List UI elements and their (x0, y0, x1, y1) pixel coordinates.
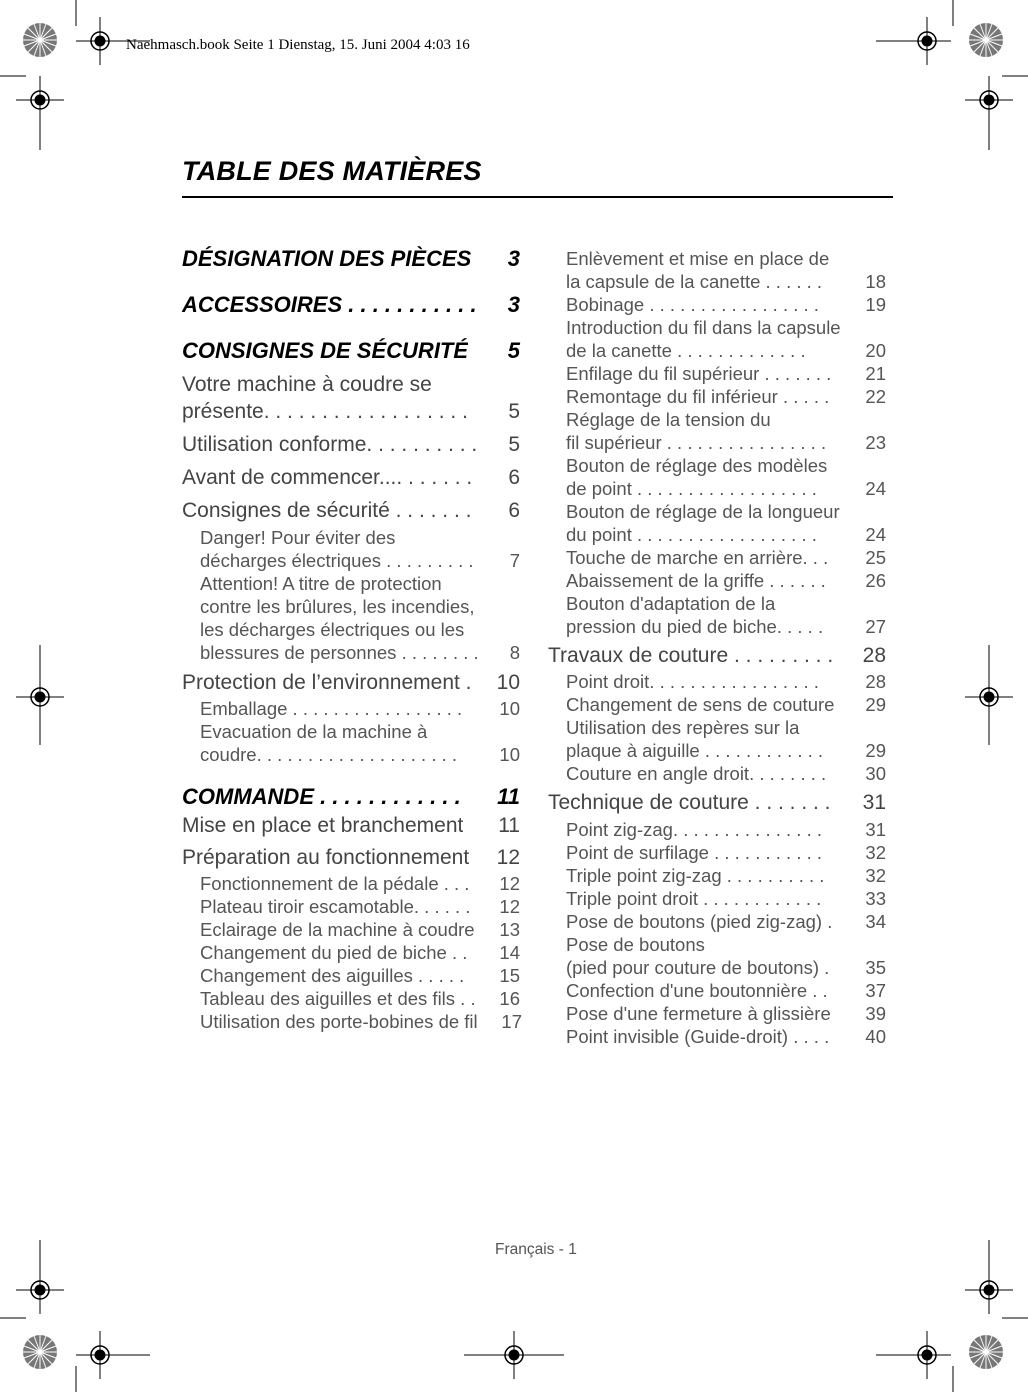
entry-title-line: contre les brûlures, les incendies, (200, 596, 475, 617)
toc-entry[interactable] (566, 1003, 886, 1025)
entry-title: Point droit. . . . . . . . . . . . . . . . . (566, 671, 819, 692)
entry-page: 37 (865, 980, 886, 1001)
registration-mark (965, 673, 1013, 721)
toc-entry[interactable] (566, 957, 886, 979)
entry-title: pression du pied de biche. . . . . (566, 616, 824, 637)
entry-title: fil supérieur . . . . . . . . . . . . . . . . (566, 432, 827, 453)
entry-page: 12 (499, 873, 520, 894)
entry-page: 10 (496, 671, 520, 694)
entry-page: 27 (865, 616, 886, 637)
entry-title-line: Introduction du fil dans la capsule (566, 317, 841, 338)
entry-title-line: Bouton d'adaptation de la (566, 593, 776, 614)
page-footer: Français - 1 (495, 1241, 577, 1258)
entry-page: 12 (496, 846, 520, 869)
entry-page: 5 (507, 338, 520, 363)
toc-entry[interactable] (566, 694, 886, 716)
entry-page: 10 (499, 744, 520, 765)
toc-entry[interactable] (182, 671, 520, 695)
entry-title: Fonctionnement de la pédale . . . (200, 873, 470, 894)
entry-title: ACCESSOIRES . . . . . . . . . . . (182, 292, 477, 317)
toc-entry[interactable] (200, 873, 520, 895)
toc-entry[interactable] (182, 433, 520, 457)
entry-page: 22 (865, 386, 886, 407)
toc-entry[interactable] (566, 1026, 886, 1048)
entry-page: 13 (499, 919, 520, 940)
toc-entry[interactable] (566, 671, 886, 693)
entry-title-line: Enlèvement et mise en place de (566, 248, 830, 269)
entry-page: 35 (865, 957, 886, 978)
entry-title-line: Réglage de la tension du (566, 409, 771, 430)
entry-page: 16 (499, 988, 520, 1009)
toc-entry[interactable] (566, 980, 886, 1002)
registration-mark (16, 673, 64, 721)
entry-title: Mise en place et branchement (182, 814, 464, 837)
toc-entry[interactable] (566, 340, 886, 362)
entry-title: Avant de commencer.... . . . . . . (182, 466, 473, 489)
toc-entry[interactable] (548, 644, 886, 668)
entry-page: 33 (865, 888, 886, 909)
entry-title: décharges électriques . . . . . . . . . (200, 550, 474, 571)
entry-title-line: Danger! Pour éviter des (200, 527, 396, 548)
toc-entry[interactable] (200, 744, 520, 766)
entry-title: Changement du pied de biche . . (200, 942, 468, 963)
entry-title: de point . . . . . . . . . . . . . . . . . . (566, 478, 817, 499)
toc-entry[interactable] (566, 363, 886, 385)
toc-entry[interactable] (200, 919, 520, 941)
toc-entry[interactable] (200, 698, 520, 720)
entry-page: 17 (501, 1011, 522, 1032)
toc-entry[interactable] (566, 386, 886, 408)
toc-entry[interactable] (200, 965, 520, 987)
star-target-mark (23, 1335, 57, 1369)
toc-entry[interactable] (566, 842, 886, 864)
entry-title: coudre. . . . . . . . . . . . . . . . . . . . (200, 744, 458, 765)
entry-title: Point de surfilage . . . . . . . . . . . (566, 842, 823, 863)
file-info-header: Naehmasch.book Seite 1 Dienstag, 15. Juni 2004 4:03 16 (126, 37, 470, 53)
toc-entry[interactable] (182, 338, 520, 364)
entry-title: CONSIGNES DE SÉCURITÉ (182, 338, 469, 363)
entry-title: Protection de l’environnement . (182, 671, 472, 694)
registration-mark (76, 17, 124, 65)
registration-mark (16, 76, 64, 124)
entry-page: 19 (865, 294, 886, 315)
entry-title: Plateau tiroir escamotable. . . . . . (200, 896, 471, 917)
entry-page: 8 (509, 642, 520, 663)
star-target-mark (969, 1335, 1003, 1369)
entry-title-line: Votre machine à coudre se (182, 373, 432, 396)
toc-entry[interactable] (566, 740, 886, 762)
entry-title: Touche de marche en arrière. . . (566, 547, 829, 568)
entry-page: 21 (865, 363, 886, 384)
entry-page: 40 (865, 1026, 886, 1047)
entry-title: Pose de boutons (pied zig-zag) . (566, 911, 833, 932)
entry-page: 3 (507, 246, 520, 271)
title-rule (182, 196, 893, 198)
entry-title: Remontage du fil inférieur . . . . . (566, 386, 830, 407)
entry-title: Tableau des aiguilles et des fils . . (200, 988, 476, 1009)
entry-page: 30 (865, 763, 886, 784)
toc-entry[interactable] (566, 294, 886, 316)
entry-title: Changement de sens de couture (566, 694, 835, 715)
toc-entry[interactable] (566, 547, 886, 569)
entry-title: Technique de couture . . . . . . . (548, 791, 831, 814)
toc-entry[interactable] (182, 466, 520, 490)
toc-entry[interactable] (566, 271, 886, 293)
entry-page: 28 (862, 644, 886, 667)
entry-title: Utilisation conforme. . . . . . . . . . (182, 433, 478, 456)
registration-mark (965, 1266, 1013, 1314)
entry-page: 11 (497, 784, 520, 809)
entry-title: Consignes de sécurité . . . . . . . (182, 499, 472, 522)
toc-entry[interactable] (566, 570, 886, 592)
entry-title: Préparation au fonctionnement (182, 846, 470, 869)
entry-title-line: Attention! A titre de protection (200, 573, 442, 594)
toc-entry[interactable] (566, 865, 886, 887)
entry-title: Triple point droit . . . . . . . . . . . . (566, 888, 822, 909)
registration-mark (903, 1331, 951, 1379)
registration-mark (16, 1266, 64, 1314)
entry-title-line: les décharges électriques ou les (200, 619, 465, 640)
registration-mark (76, 1331, 124, 1379)
entry-page: 39 (865, 1003, 886, 1024)
toc-entry[interactable] (182, 499, 520, 523)
entry-page: 10 (499, 698, 520, 719)
entry-page: 28 (865, 671, 886, 692)
toc-entry[interactable] (566, 432, 886, 454)
entry-title: Couture en angle droit. . . . . . . . (566, 763, 827, 784)
entry-page: 23 (865, 432, 886, 453)
entry-title: Eclairage de la machine à coudre (200, 919, 475, 940)
entry-page: 15 (499, 965, 520, 986)
entry-title: du point . . . . . . . . . . . . . . . . . . (566, 524, 817, 545)
toc-entry[interactable] (182, 292, 520, 318)
entry-page: 34 (865, 911, 886, 932)
toc-entry[interactable] (200, 1011, 522, 1033)
entry-title: Travaux de couture . . . . . . . . . (548, 644, 834, 667)
entry-title-line: Utilisation des repères sur la (566, 717, 800, 738)
entry-title: Changement des aiguilles . . . . . (200, 965, 465, 986)
toc-entry[interactable] (566, 888, 886, 910)
toc-entry[interactable] (566, 819, 886, 841)
entry-title: Bobinage . . . . . . . . . . . . . . . . . (566, 294, 819, 315)
entry-page: 6 (508, 499, 520, 522)
entry-title: plaque à aiguille . . . . . . . . . . . . (566, 740, 824, 761)
toc-entry[interactable] (200, 896, 520, 918)
registration-mark (965, 76, 1013, 124)
entry-title: Point zig-zag. . . . . . . . . . . . . . . (566, 819, 823, 840)
entry-page: 5 (508, 433, 520, 456)
toc-entry[interactable] (566, 478, 886, 500)
toc-entry[interactable] (200, 988, 520, 1010)
entry-title: DÉSIGNATION DES PIÈCES (182, 246, 472, 271)
toc-entry[interactable] (200, 642, 520, 664)
entry-page: 6 (508, 466, 520, 489)
toc-entry[interactable] (200, 550, 520, 572)
entry-page: 14 (499, 942, 520, 963)
entry-page: 29 (865, 740, 886, 761)
toc-entry[interactable] (182, 814, 520, 838)
page-title: TABLE DES MATIÈRES (182, 156, 482, 186)
entry-page: 24 (865, 524, 886, 545)
toc-entry[interactable] (182, 846, 520, 870)
entry-title-line: Evacuation de la machine à (200, 721, 428, 742)
entry-title: Pose d'une fermeture à glissière (566, 1003, 831, 1024)
entry-page: 32 (865, 865, 886, 886)
entry-page: 20 (865, 340, 886, 361)
entry-title: présente. . . . . . . . . . . . . . . . . . (182, 400, 468, 423)
entry-page: 25 (865, 547, 886, 568)
toc-entry[interactable] (182, 246, 520, 272)
toc-entry[interactable] (566, 763, 886, 785)
entry-page: 3 (507, 292, 520, 317)
entry-title: Point invisible (Guide-droit) . . . . (566, 1026, 830, 1047)
entry-title: Triple point zig-zag . . . . . . . . . . (566, 865, 825, 886)
entry-page: 32 (865, 842, 886, 863)
entry-title: Confection d'une boutonnière . . (566, 980, 828, 1001)
entry-title-line: Bouton de réglage de la longueur (566, 501, 840, 522)
entry-title: de la canette . . . . . . . . . . . . . (566, 340, 806, 361)
entry-page: 26 (865, 570, 886, 591)
entry-page: 31 (862, 791, 886, 814)
entry-title: Utilisation des porte-bobines de fil (200, 1011, 478, 1032)
star-target-mark (969, 23, 1003, 57)
registration-mark (490, 1331, 538, 1379)
entry-title: (pied pour couture de boutons) . (566, 957, 830, 978)
registration-mark (903, 17, 951, 65)
entry-title: Emballage . . . . . . . . . . . . . . . . . (200, 698, 463, 719)
toc-entry[interactable] (548, 791, 886, 815)
toc-entry[interactable] (182, 784, 520, 810)
toc-entry[interactable] (200, 942, 520, 964)
entry-title: Abaissement de la griffe . . . . . . (566, 570, 826, 591)
star-target-mark (23, 23, 57, 57)
toc-entry[interactable] (182, 400, 520, 424)
entry-page: 12 (499, 896, 520, 917)
entry-title: blessures de personnes . . . . . . . . (200, 642, 479, 663)
entry-page: 11 (498, 814, 520, 837)
entry-title: Enfilage du fil supérieur . . . . . . . (566, 363, 832, 384)
entry-page: 7 (509, 550, 520, 571)
entry-title-line: Pose de boutons (566, 934, 705, 955)
entry-page: 31 (865, 819, 886, 840)
entry-title: la capsule de la canette . . . . . . (566, 271, 823, 292)
entry-title-line: Bouton de réglage des modèles (566, 455, 828, 476)
toc-entry[interactable] (566, 524, 886, 546)
toc-entry[interactable] (566, 911, 886, 933)
entry-page: 5 (508, 400, 520, 423)
entry-page: 29 (865, 694, 886, 715)
entry-page: 24 (865, 478, 886, 499)
toc-entry[interactable] (566, 616, 886, 638)
entry-title: COMMANDE . . . . . . . . . . . . (182, 784, 461, 809)
entry-page: 18 (865, 271, 886, 292)
